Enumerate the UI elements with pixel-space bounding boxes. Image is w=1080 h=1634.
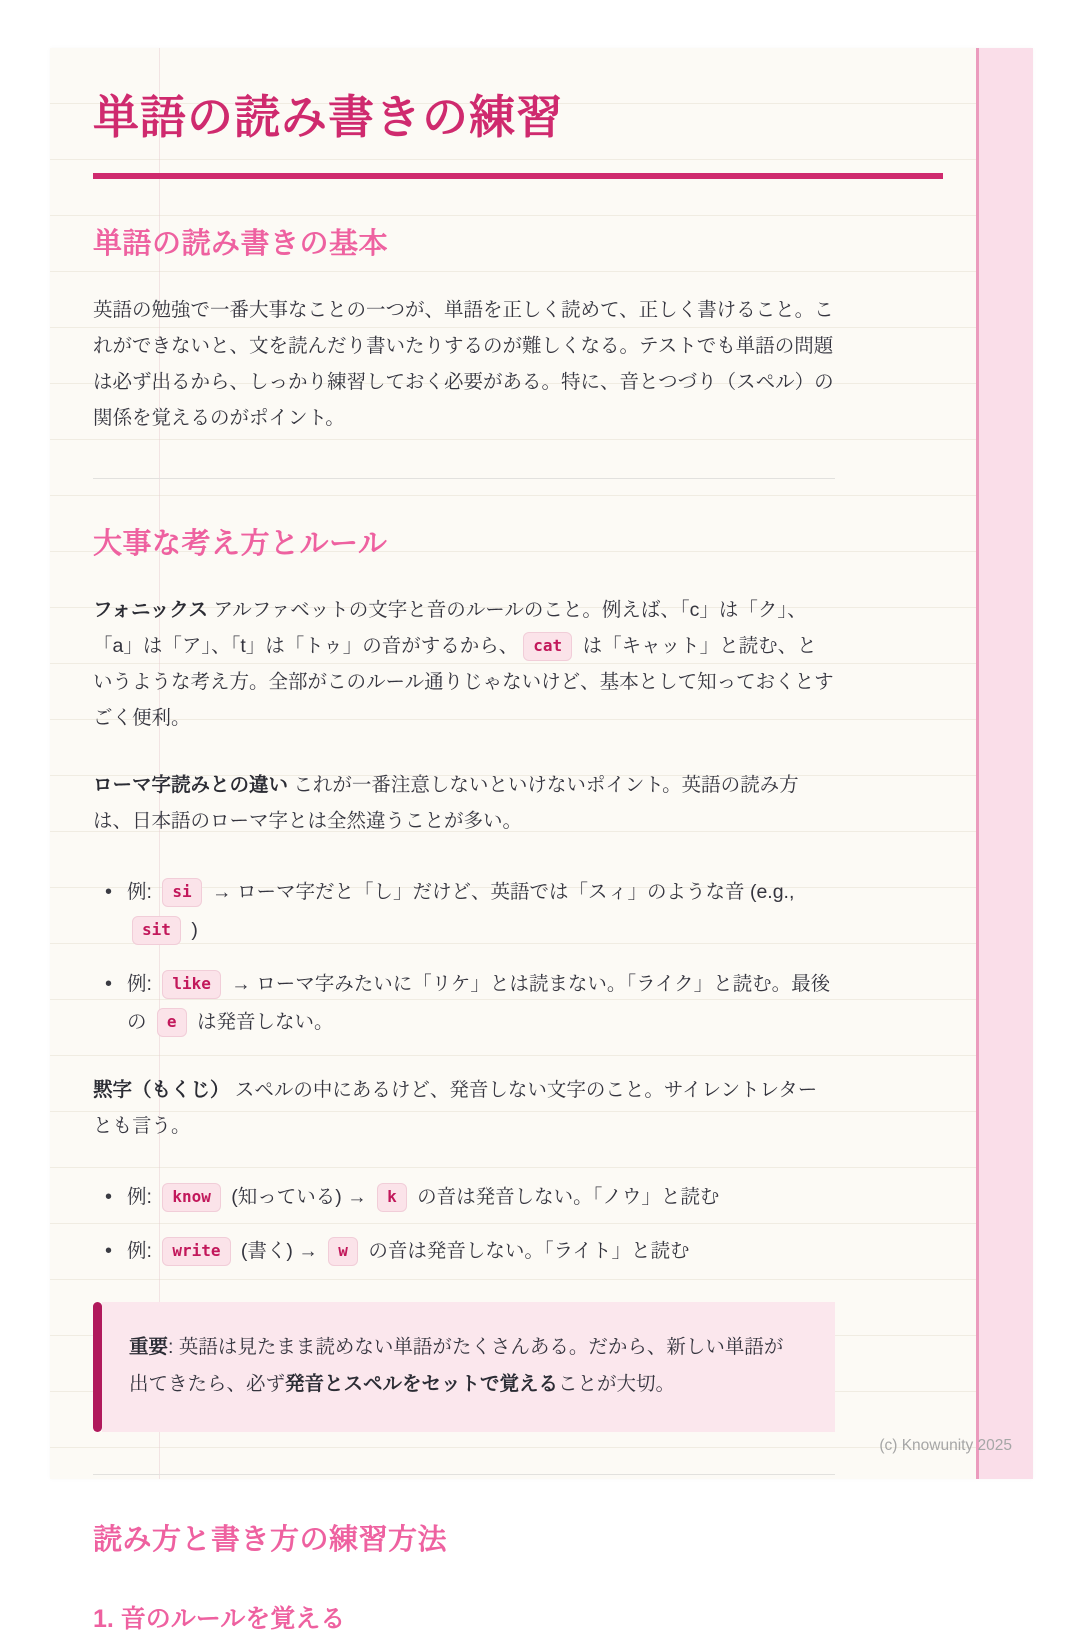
basics-paragraph: 英語の勉強で一番大事なことの一つが、単語を正しく読めて、正しく書けること。これができないと、文を読んだり書いたりするのが難しくなる。テストでも単語の問題は必ず出るから、しっかり練習しておく必要がある。特に、音とつづり（スペル）の関係を覚えるのがポイント。 [93,299,834,429]
list-item: • 例: know (知っている) → k の音は発音しない。「ノウ」と読む [105,1178,835,1216]
list-item: • 例: like → ローマ字みたいに「リケ」とは読まない。「ライク」と読む。最後の e は発音しない。 [105,965,835,1041]
inline-code-chip: sit [132,916,181,945]
document-content [93,48,943,1634]
section-divider [93,478,835,479]
inline-code-chip: cat [523,632,572,661]
inline-code-chip: like [162,970,221,999]
callout-text: 重要: 英語は見たまま読めない単語がたくさんある。だから、新しい単語が出てきたら、必ず発音とスペルをセットで覚えることが大切。 [102,1302,835,1432]
section-heading-rules: 大事な考え方とルール [93,528,388,560]
romaji-paragraph: ローマ字読みとの違い これが一番注意しないといけないポイント。英語の読み方は、日本語のローマ字とは全然違うことが多い。 [93,774,799,832]
inline-code-chip: w [328,1237,358,1266]
callout-accent-bar [93,1302,102,1432]
romaji-example-list [93,873,835,1041]
practice-step-1-heading: 1. 音のルールを覚える [93,1605,346,1633]
list-item: • 例: write (書く) → w の音は発音しない。「ライト」と読む [105,1232,835,1270]
inline-code-chip: know [162,1183,221,1212]
inline-code-chip: k [377,1183,407,1212]
document-page [50,48,1033,1633]
important-callout [93,1302,835,1432]
title-underline-rule [93,173,943,179]
inline-code-chip: e [157,1008,187,1037]
section-heading-practice: 読み方と書き方の練習方法 [93,1524,448,1556]
list-item: • 例: si → ローマ字だと「し」だけど、英語では「スィ」のような音 (e.g., sit ) [105,873,835,949]
silent-letter-paragraph: 黙字（もくじ） スペルの中にあるけど、発音しない文字のこと。サイレントレターとも言う。 [93,1079,818,1137]
footer-credit: (c) Knowunity 2025 [879,1437,1012,1454]
inline-code-chip: si [162,878,201,907]
right-edge-stripe [976,48,1033,1479]
silent-letter-example-list [93,1178,835,1270]
page-title: 単語の読み書きの練習 [93,91,563,143]
inline-code-chip: write [162,1237,230,1266]
section-divider [93,1474,835,1475]
section-heading-basics: 単語の読み書きの基本 [93,228,389,260]
phonics-paragraph: フォニックス アルファベットの文字と音のルールのこと。例えば、「c」は「ク」、「a」は「ア」、「t」は「トゥ」の音がするから、 cat は「キャット」と読む、というような考え方。全部がこのルール通りじゃないけど、基本として知っておくとすごく便利。 [93,599,834,729]
